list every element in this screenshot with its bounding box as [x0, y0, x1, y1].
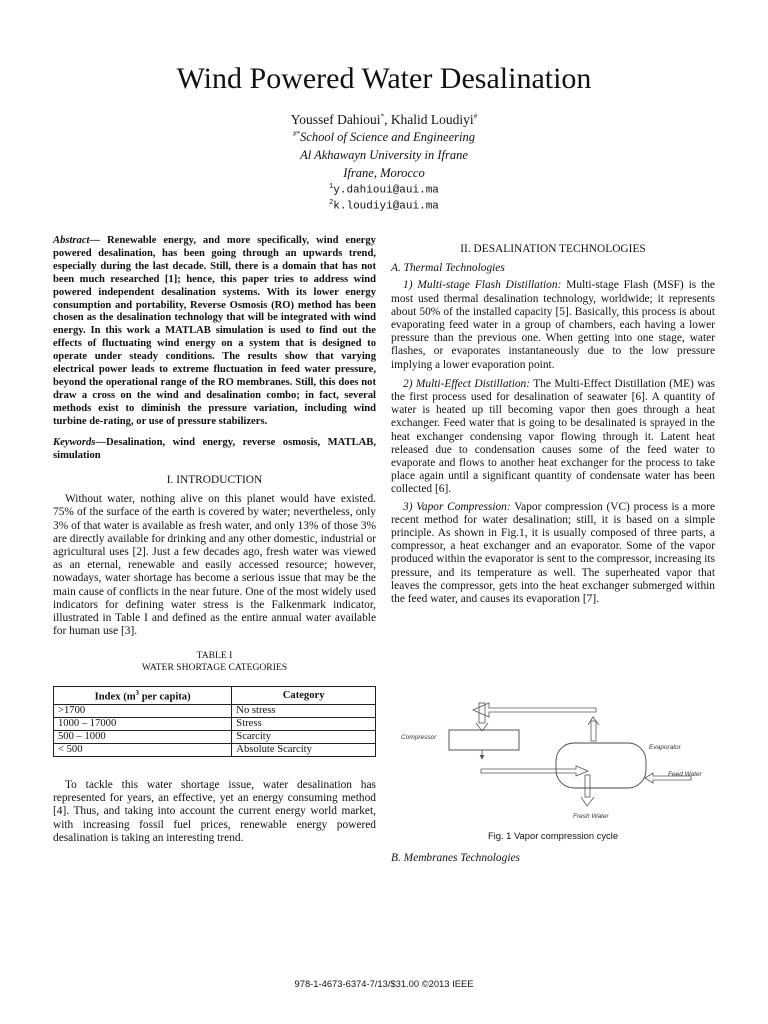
- fresh-water-arrow: [581, 797, 594, 806]
- author-1: Youssef Dahioui: [290, 112, 381, 127]
- compressor-box: [449, 730, 519, 750]
- compressor-label: Compressor: [401, 734, 437, 741]
- intro-heading: I. INTRODUCTION: [166, 474, 263, 486]
- paper-title: Wind Powered Water Desalination: [176, 62, 592, 95]
- vapor-return-arrow: [473, 703, 596, 717]
- footer-copyright: 978-1-4673-6374-7/13/$31.00 ©2013 IEEE: [294, 978, 474, 989]
- me-paragraph: 2) Multi-Effect Distillation: The Multi-Effect Distillation (ME) was the first process used for desalination of seawater [6]. A quantity of water is heated up till becoming vapor then goes through a heat exchanger. Feed water that is going to be desalinated is sprayed in the heat exchanger condensing vapor flowing through it. Latent heat released due to condensation causes some of the feed water to evaporate and flows to another heat exchanger for the process to take place again until a significant quantity of condensate water has been collected [6].: [391, 377, 715, 496]
- abstract: Abstract— Renewable energy, and more specifically, wind energy powered desalination, has been going through an upwards trend, especially during the last decade. Still, there is a domain that has not been much researched [1]; hence, this paper tries to address wind powered independent desalination systems. With its lower energy consumption and portability, Reverse Osmosis (RO) method has been chosen as the desalination technology that will be integrated with wind energy. In this work a MATLAB simulation is used to find out the effects of fluctuating wind energy on a system that is designed to operate under steady conditions. The results show that varying electrical power leads to extreme fluctuation in feed water pressure, beyond the operational range of the RO membranes. Still, this does not draw a cross on the wind and desalination combo; in fact, several methods exist to diminish the pressure variation, including wind turbine de-rating, or use of pressure stabilizers.: [53, 235, 376, 427]
- feed-water-label: Feed Water: [668, 771, 702, 778]
- author-2: Khalid Loudiyi: [390, 112, 474, 127]
- compressed-vapor-arrow: [481, 766, 588, 776]
- keywords: Keywords—Desalination, wind energy, reverse osmosis, MATLAB, simulation: [53, 436, 376, 461]
- intro-paragraph-2: To tackle this water shortage issue, water desalination has represented for years, an effective, yet an energy consuming method [4]. Thus, and taking into account the current energy world market, with increasing fossil fuel prices, renewable energy powered desalination is taking an interesting trend.: [53, 778, 376, 844]
- water-shortage-table: [53, 686, 376, 757]
- table-header-index: Index ($m^3$ per capita): [54, 687, 232, 705]
- subsection-a-heading: A. Thermal Technologies: [391, 262, 505, 275]
- figure-caption: Fig. 1 Vapor compression cycle: [487, 830, 619, 841]
- table-row: < 500 Absolute Scarcity: [54, 743, 376, 756]
- table-row: 1000 – 17000 Stress: [54, 717, 376, 730]
- table-caption: TABLE I WATER SHORTAGE CATEGORIES: [141, 650, 288, 674]
- evaporator-vessel: [556, 743, 646, 788]
- msf-paragraph: 1) Multi-stage Flash Distillation: Multi-stage Flash (MSF) is the most used thermal desalination technology, worldwide; it represents about 50% of the installed capacity [5]. Basically, this process is about evaporating feed water in a group of chambers, each having a lower pressure than the previous one. When getting into one stage, water flashes, or evaporates instantaneously due to the low pressure implying a lower evaporation point.: [391, 279, 715, 371]
- vapor-compression-figure: [391, 693, 731, 828]
- affiliation-line-1: #*School of Science and Engineering: [293, 130, 475, 145]
- vc-paragraph: 3) Vapor Compression: Vapor compression (VC) process is a more recent method for water desalination; still, it is based on a simple principle. As shown in Fig.1, it is usually composed of three parts, a compressor, a heat exchanger and an evaporator. Some of the vapor produced within the evaporator is sent to the compressor, increasing its pressure, and its temperature as well. The superheated vapor that leaves the compressor, gets into the heat exchanger submerged within the feed water, and causes its evaporation [7].: [391, 500, 716, 606]
- right-column: [391, 243, 715, 606]
- authors: Youssef Dahioui*, Khalid Loudiyi#: [290, 112, 478, 127]
- fresh-water-label: Fresh Water: [573, 813, 609, 820]
- subsection-b-heading: B. Membranes Technologies: [391, 852, 520, 864]
- email-1: $^1$y.dahioui@aui.ma: [329, 183, 439, 197]
- table-row: 500 – 1000 Scarcity: [54, 730, 376, 743]
- section2-heading: II. DESALINATION TECHNOLOGIES: [460, 243, 646, 255]
- intro-paragraph-1: Without water, nothing alive on this planet would have existed. 75% of the surface of the earth is covered by water; nevertheless, only 3% of that water is available as fresh water, and only 13% of those 3% are directly available for drinking and any other domestic, industrial or agricultural uses [2]. Just a few decades ago, fresh water was viewed as an eternal, renewable and easily accessed resource; however, nowadays, water shortage has become a serious issue that may be the main cause of conflicts in the near future. One of the most widely used indicators for defining water stress is the Falkenmark indicator, illustrated in Table I and defined as the entire annual water available for human use [3].: [53, 493, 376, 638]
- email-2: $^2$k.loudiyi@aui.ma: [329, 199, 439, 213]
- evaporator-label: Evaporator: [649, 744, 681, 751]
- table-header-category: Category: [232, 687, 376, 705]
- affiliation-line-2: Al Akhawayn University in Ifrane: [300, 148, 468, 162]
- affiliation-line-3: Ifrane, Morocco: [343, 166, 425, 180]
- left-column: [53, 235, 376, 845]
- table-row: >1700 No stress: [54, 704, 376, 717]
